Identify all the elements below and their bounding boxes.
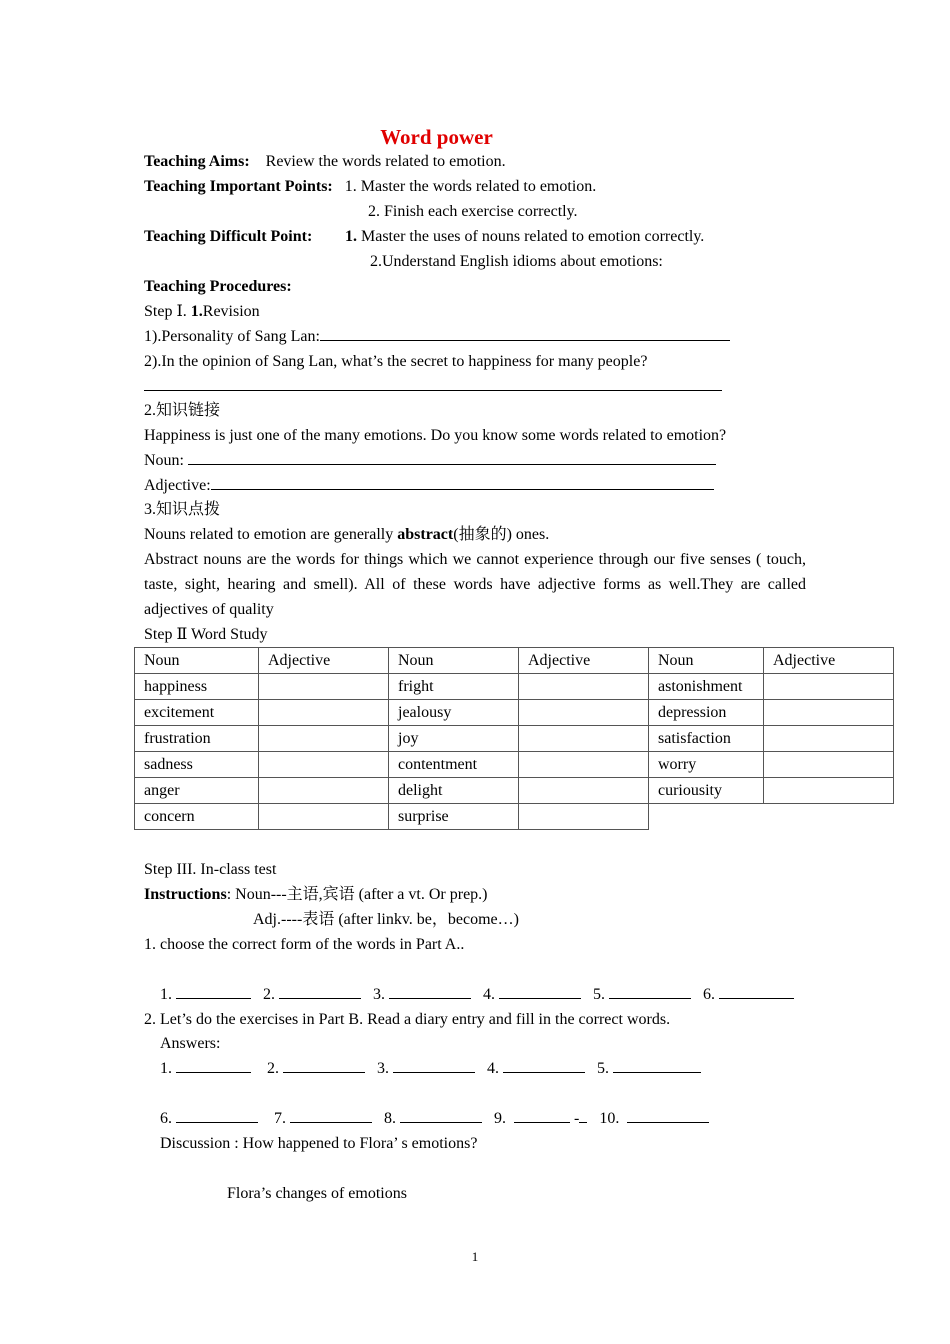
answer-blank[interactable] (290, 1107, 372, 1123)
word-study-table (134, 647, 894, 830)
teaching-important-points (144, 174, 596, 199)
noun-cell: frustration (135, 726, 259, 752)
adjective-cell[interactable] (259, 700, 389, 726)
table-row (135, 752, 894, 778)
abstract-paragraph: Abstract nouns are the words for things which we cannot experience through our five senses ( touch, taste, sight, hearing and smell). All of these words have adjective forms as well.They are called adjectives of quality (144, 551, 806, 618)
noun-cell: anger (135, 778, 259, 804)
flora-emotions-heading: Flora’s changes of emotions (227, 1185, 407, 1202)
difficult-point-1: 1. Master the uses of nouns related to emotion correctly. (345, 228, 705, 245)
noun-cell: worry (649, 752, 764, 778)
step-3-heading: Step III. In-class test (144, 861, 277, 878)
header-cell: Noun (649, 648, 764, 674)
adjective-cell[interactable] (764, 752, 894, 778)
exercise-2: 2. Let’s do the exercises in Part B. Read a diary entry and fill in the correct words. (144, 1011, 671, 1028)
exercise-1-answers: 1. 2. 3. 4. 5. 6. (160, 982, 798, 1007)
noun-cell: satisfaction (649, 726, 764, 752)
adjective-cell[interactable] (519, 700, 649, 726)
teaching-aims (144, 149, 506, 174)
abstract-sentence: Nouns related to emotion are generally abstract(抽象的) ones. (144, 526, 550, 543)
header-cell: Noun (389, 648, 519, 674)
noun-cell: fright (389, 674, 519, 700)
table-row (135, 726, 894, 752)
empty-cell (764, 804, 894, 830)
noun-cell: depression (649, 700, 764, 726)
noun-cell: curiousity (649, 778, 764, 804)
adjective-cell[interactable] (259, 752, 389, 778)
important-point-1: 1. Master the words related to emotion. (344, 178, 597, 195)
noun-cell: astonishment (649, 674, 764, 700)
noun-cell: sadness (135, 752, 259, 778)
answer-blank[interactable] (389, 983, 471, 999)
teaching-difficult-point (144, 224, 312, 249)
empty-cell (649, 804, 764, 830)
adjective-cell[interactable] (764, 674, 894, 700)
noun-cell: excitement (135, 700, 259, 726)
table-row (135, 804, 894, 830)
noun-line: Noun: (144, 448, 716, 473)
header-cell: Adjective (764, 648, 894, 674)
discussion-question: Discussion : How happened to Flora’ s emotions? (160, 1135, 478, 1152)
adjective-cell[interactable] (519, 674, 649, 700)
answer-blank[interactable] (719, 983, 794, 999)
table-row (135, 674, 894, 700)
important-label: Teaching Important Points: (144, 178, 333, 195)
exercise-1: 1. choose the correct form of the words in Part A.. (144, 936, 465, 953)
procedures-heading: Teaching Procedures: (144, 278, 292, 295)
section-2-text: Happiness is just one of the many emotions. Do you know some words related to emotion? (144, 427, 727, 444)
step-2-heading: Step Ⅱ Word Study (144, 626, 268, 643)
adjective-cell[interactable] (764, 778, 894, 804)
question-2: 2).In the opinion of Sang Lan, what’s the secret to happiness for many people? (144, 353, 648, 370)
adjective-cell[interactable] (259, 674, 389, 700)
header-cell: Adjective (259, 648, 389, 674)
header-cell: Adjective (519, 648, 649, 674)
answer-blank[interactable] (176, 1057, 251, 1073)
adjective-cell[interactable] (519, 804, 649, 830)
instructions-adj: Adj.----表语 (after linkv. be，become…) (253, 911, 519, 928)
noun-cell: jealousy (389, 700, 519, 726)
step-1-heading: Step Ⅰ. 1.Revision (144, 303, 260, 320)
section-3-heading: 3.知识点拨 (144, 501, 221, 518)
noun-cell: delight (389, 778, 519, 804)
answer-blank[interactable] (627, 1107, 709, 1123)
adjective-cell[interactable] (259, 778, 389, 804)
noun-cell: contentment (389, 752, 519, 778)
difficult-label: Teaching Difficult Point: (144, 228, 313, 245)
adjective-cell[interactable] (259, 804, 389, 830)
noun-cell: joy (389, 726, 519, 752)
aims-label: Teaching Aims: (144, 153, 250, 170)
adjective-cell[interactable] (519, 726, 649, 752)
noun-cell: happiness (135, 674, 259, 700)
adjective-line: Adjective: (144, 473, 714, 498)
section-2-heading: 2.知识链接 (144, 402, 221, 419)
adjective-cell[interactable] (764, 726, 894, 752)
instructions-noun: Instructions: Noun---主语,宾语 (after a vt. Or prep.) (144, 886, 488, 903)
adjective-cell[interactable] (259, 726, 389, 752)
noun-cell: surprise (389, 804, 519, 830)
aims-text: Review the words related to emotion. (265, 153, 506, 170)
answer-blank[interactable] (514, 1107, 570, 1123)
answer-blank[interactable] (609, 983, 691, 999)
page-title: Word power (380, 125, 493, 149)
noun-blank[interactable] (188, 449, 716, 465)
exercise-2-answers-row-1: 1. 2. 3. 4. 5. (160, 1056, 705, 1081)
answer-blank[interactable] (283, 1057, 365, 1073)
important-point-2: 2. Finish each exercise correctly. (368, 203, 578, 220)
question-2-answer (144, 374, 722, 399)
adjective-cell[interactable] (519, 778, 649, 804)
table-row (135, 700, 894, 726)
answer-blank[interactable] (144, 375, 722, 391)
exercise-2-answers-row-2: 6. 7. 8. 9. - 10. (160, 1106, 713, 1131)
page-number: 1 (471, 1249, 479, 1264)
header-cell: Noun (135, 648, 259, 674)
answers-label: Answers: (160, 1035, 221, 1052)
adjective-cell[interactable] (519, 752, 649, 778)
answer-blank[interactable] (320, 325, 730, 341)
question-1: 1).Personality of Sang Lan: (144, 324, 730, 349)
noun-cell: concern (135, 804, 259, 830)
table-header-row (135, 648, 894, 674)
adjective-blank[interactable] (211, 474, 714, 490)
answer-blank[interactable] (176, 983, 251, 999)
answer-blank[interactable] (503, 1057, 585, 1073)
difficult-point-2: 2.Understand English idioms about emotions: (370, 253, 663, 270)
answer-blank[interactable] (279, 983, 361, 999)
table-row (135, 778, 894, 804)
answer-blank[interactable] (400, 1107, 482, 1123)
answer-blank[interactable] (176, 1107, 258, 1123)
answer-blank[interactable] (579, 1107, 587, 1123)
answer-blank[interactable] (393, 1057, 475, 1073)
answer-blank[interactable] (499, 983, 581, 999)
answer-blank[interactable] (613, 1057, 701, 1073)
adjective-cell[interactable] (764, 700, 894, 726)
